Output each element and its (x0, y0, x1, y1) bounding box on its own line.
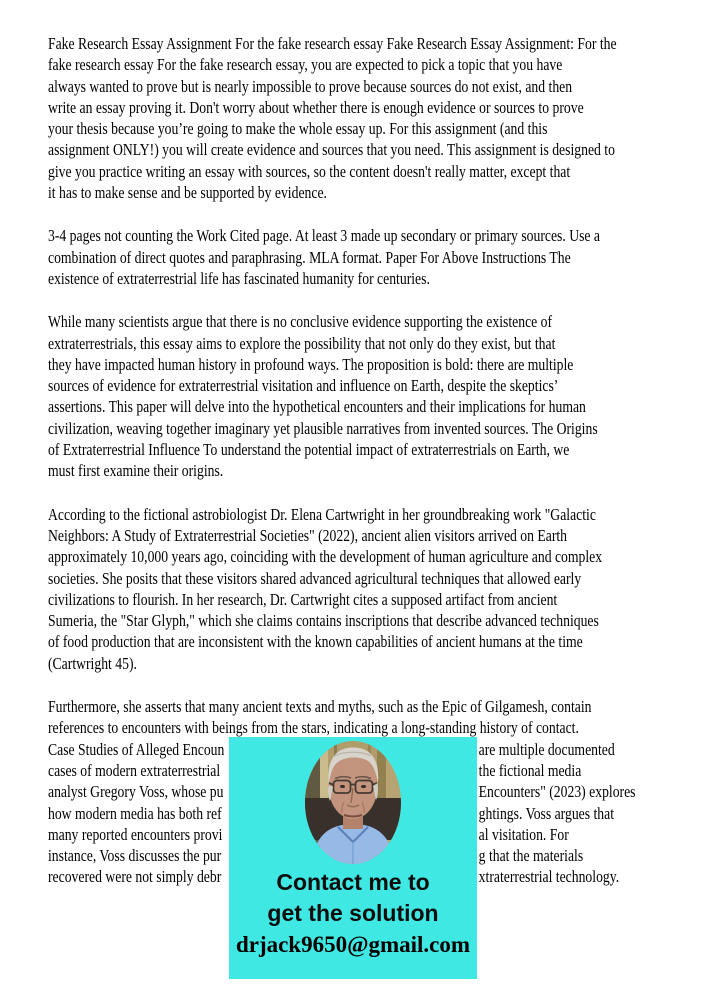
text-line: sources of evidence for extraterrestrial visitation and influence on Earth, despite the skeptics’ (48, 376, 559, 396)
text-line: extraterrestrials, this essay aims to explore the possibility that not only do they exist, but that (48, 333, 556, 353)
text-line: write an essay proving it. Don't worry about whether there is enough evidence or sources to prove (48, 97, 584, 117)
text-line: While many scientists argue that there is no conclusive evidence supporting the existence of (48, 312, 553, 332)
text-line-left-fragment: how modern media has both ref (48, 803, 222, 823)
text-line: assertions. This paper will delve into the hypothetical encounters and their implications for human (48, 397, 586, 417)
text-line: they have impacted human history in profound ways. The proposition is bold: there are multiple (48, 354, 574, 374)
paragraph (48, 33, 684, 203)
text-line: civilizations to flourish. In her research, Dr. Cartwright cites a supposed artifact from ancient (48, 589, 558, 609)
text-line-right-fragment: are multiple documented (478, 739, 615, 759)
contact-email: drjack9650@gmail.com (235, 932, 471, 957)
text-line-left-fragment: instance, Voss discusses the pur (48, 846, 222, 866)
contact-heading-line1: Contact me to (276, 869, 430, 895)
paragraph (48, 225, 684, 289)
text-line: always wanted to prove but is nearly impossible to prove because sources do not exist, and then (48, 76, 573, 96)
text-line: Furthermore, she asserts that many ancient texts and myths, such as the Epic of Gilgamesh, contain (48, 697, 592, 717)
text-line: combination of direct quotes and paraphrasing. MLA format. Paper For Above Instructions The (48, 247, 571, 267)
paragraph (48, 311, 684, 481)
text-line: existence of extraterrestrial life has fascinated humanity for centuries. (48, 268, 430, 288)
paragraph (48, 504, 684, 674)
text-line: it has to make sense and be supported by evidence. (48, 183, 327, 203)
text-line: of Extraterrestrial Influence To understand the potential impact of extraterrestrials on Earth, we (48, 440, 570, 460)
text-line: references to encounters with beings from the stars, indicating a long-standing history of contact. (48, 718, 579, 738)
text-line: Fake Research Essay Assignment For the fake research essay Fake Research Essay Assignment: For the (48, 34, 617, 53)
text-line: give you practice writing an essay with sources, so the content doesn't really matter, except that (48, 161, 571, 181)
text-line-left-fragment: Case Studies of Alleged Encoun (48, 739, 225, 759)
text-line: approximately 10,000 years ago, coinciding with the development of human agriculture and complex (48, 547, 603, 567)
text-line-left-fragment: cases of modern extraterrestrial (48, 760, 221, 780)
text-line: (Cartwright 45). (48, 653, 137, 673)
portrait-illustration (305, 741, 401, 864)
text-line-right-fragment: ghtings. Voss argues that (478, 803, 615, 823)
text-line: Neighbors: A Study of Extraterrestrial Societies" (2022), ancient alien visitors arrived on Earth (48, 525, 568, 545)
portrait-photo (305, 741, 401, 864)
text-line-right-fragment: the fictional media (478, 760, 582, 780)
text-line: civilization, weaving together imaginary yet plausible narratives from invented sources. The Origins (48, 418, 598, 438)
text-line: 3-4 pages not counting the Work Cited page. At least 3 made up secondary or primary sources. Use a (48, 226, 600, 246)
text-line-right-fragment: al visitation. For (478, 824, 569, 844)
text-line: must first examine their origins. (48, 461, 224, 481)
text-line: Sumeria, the "Star Glyph," which she claims contains inscriptions that describe advanced techniques (48, 611, 599, 631)
text-line: According to the fictional astrobiologist Dr. Elena Cartwright in her groundbreaking work "Galactic (48, 504, 596, 524)
text-line-right-fragment: Encounters" (2023) explores (478, 782, 636, 802)
text-line-left-fragment: analyst Gregory Voss, whose pu (48, 782, 224, 802)
contact-heading-line2: get the solution (267, 900, 439, 926)
contact-overlay (229, 737, 477, 979)
text-line-left-fragment: recovered were not simply debr (48, 867, 222, 887)
text-line-right-fragment: g that the materials (478, 846, 584, 866)
text-line: fake research essay For the fake research essay, you are expected to pick a topic that you have (48, 55, 563, 75)
text-line-left-fragment: many reported encounters provi (48, 824, 223, 844)
text-line-right-fragment: xtraterrestrial technology. (478, 867, 620, 887)
text-line: societies. She posits that these visitors shared advanced agricultural techniques that allowed early (48, 568, 582, 588)
text-line: assignment ONLY!) you will create evidence and sources that you need. This assignment is designed to (48, 140, 615, 160)
text-line: of food production that are inconsistent with the known capabilities of ancient humans at the time (48, 632, 583, 652)
text-line: your thesis because you’re going to make the whole essay up. For this assignment (and this (48, 119, 548, 139)
